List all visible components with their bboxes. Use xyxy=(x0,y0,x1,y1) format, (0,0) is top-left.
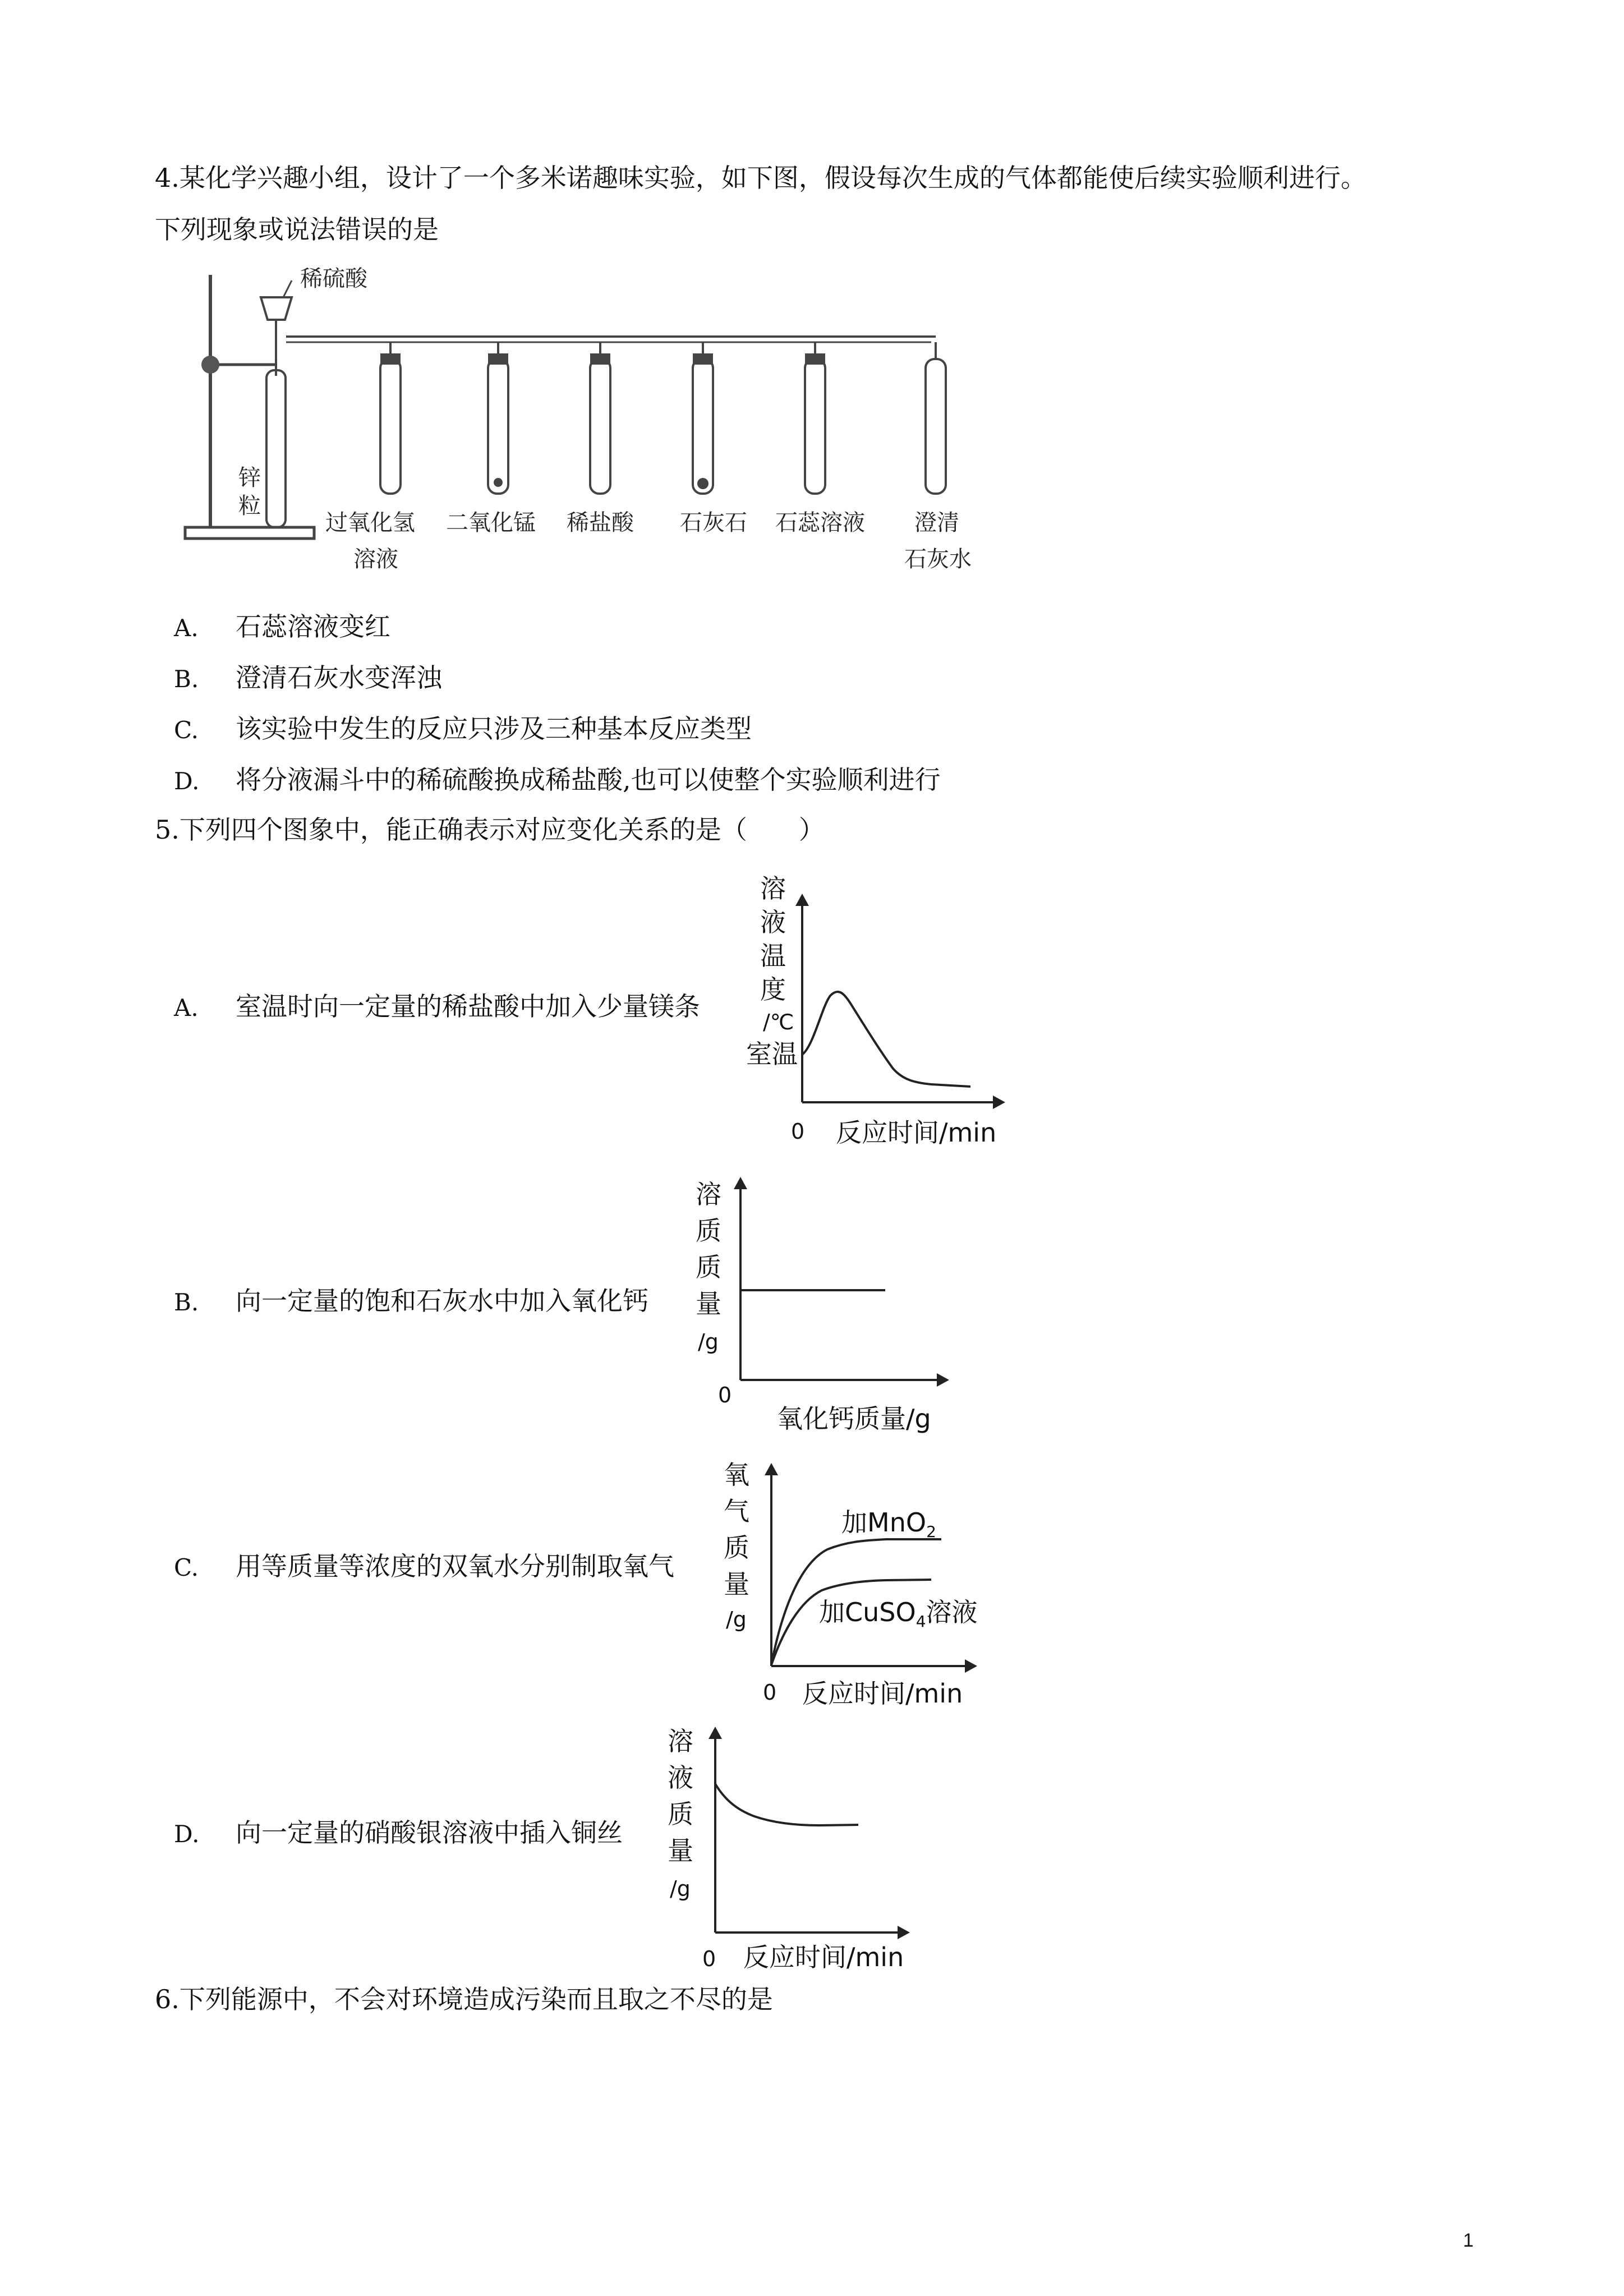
q4-option-d-letter: D. xyxy=(174,767,200,795)
q4-option-b-letter: B. xyxy=(174,665,199,693)
q4-stem-line2: 下列现象或说法错误的是 xyxy=(155,214,439,245)
graph-d-curve xyxy=(715,1784,858,1825)
tube-label-5: 石蕊溶液 xyxy=(775,510,865,536)
graph-a-yunit: /℃ xyxy=(763,1010,794,1034)
q5-option-d-text: 向一定量的硝酸银溶液中插入铜丝 xyxy=(236,1818,623,1848)
q5-option-c-letter: C. xyxy=(174,1554,199,1581)
q5-graph-b xyxy=(690,1172,959,1442)
q6-stem: 6.下列能源中，不会对环境造成污染而且取之不尽的是 xyxy=(155,1984,773,2014)
tube-label-6b: 石灰水 xyxy=(904,546,972,572)
graph-d-ylabel-3: 质 xyxy=(668,1799,693,1829)
graph-c-label-mno2: 加MnO$_2$ xyxy=(841,1507,936,1541)
q5-option-b-letter: B. xyxy=(174,1289,199,1316)
q5-stem: 5.下列四个图象中，能正确表示对应变化关系的是（ ） xyxy=(155,815,825,845)
funnel-label: 稀硫酸 xyxy=(300,266,367,292)
graph-a-origin: 0 xyxy=(791,1119,805,1144)
graph-b-xlabel: 氧化钙质量/g xyxy=(777,1404,931,1434)
graph-c-ylabel-1: 氧 xyxy=(724,1460,749,1490)
graph-a-baseline-label: 室温 xyxy=(746,1039,798,1069)
graph-c-ylabel-3: 质 xyxy=(724,1533,749,1563)
graph-d-origin: 0 xyxy=(702,1947,716,1971)
zinc-label-1: 锌 xyxy=(238,465,261,491)
graph-c-origin: 0 xyxy=(763,1680,777,1705)
tube-label-3: 稀盐酸 xyxy=(567,510,634,536)
graph-c-yunit: /g xyxy=(726,1607,747,1632)
tube-label-1: 过氧化氢 xyxy=(325,510,415,536)
q4-option-d-text: 将分液漏斗中的稀硫酸换成稀盐酸,也可以使整个实验顺利进行 xyxy=(236,765,941,795)
q4-apparatus-figure xyxy=(185,264,1004,578)
graph-d-ylabel-4: 量 xyxy=(668,1835,693,1866)
graph-a-curve xyxy=(802,992,970,1087)
q5-graph-c xyxy=(718,1453,1021,1711)
graph-a-ylabel-2: 液 xyxy=(760,907,786,937)
tube-label-2: 二氧化锰 xyxy=(446,510,536,536)
graph-a-ylabel-3: 温 xyxy=(760,941,786,971)
graph-b-ylabel-2: 质 xyxy=(696,1216,721,1246)
q5-option-a-letter: A. xyxy=(174,994,199,1022)
graph-d-xlabel: 反应时间/min xyxy=(743,1942,904,1972)
graph-b-ylabel-3: 质 xyxy=(696,1252,721,1282)
zinc-label-2: 粒 xyxy=(238,493,261,519)
q5-graph-d xyxy=(662,1717,931,1975)
graph-c-ylabel-4: 量 xyxy=(724,1569,749,1599)
tube-label-1b: 溶液 xyxy=(353,546,398,572)
graph-a-xlabel: 反应时间/min xyxy=(836,1117,997,1148)
graph-b-ylabel-1: 溶 xyxy=(696,1179,721,1209)
q4-option-a-text: 石蕊溶液变红 xyxy=(236,611,390,642)
q5-option-b-text: 向一定量的饱和石灰水中加入氧化钙 xyxy=(236,1286,648,1316)
q4-option-c-letter: C. xyxy=(174,716,199,744)
graph-b-origin: 0 xyxy=(718,1383,732,1407)
tube-label-6: 澄清 xyxy=(914,510,959,536)
q5-option-c-text: 用等质量等浓度的双氧水分别制取氧气 xyxy=(236,1551,674,1581)
graph-b-ylabel-4: 量 xyxy=(696,1289,721,1319)
graph-a-ylabel-1: 溶 xyxy=(760,873,786,904)
q5-option-a-text: 室温时向一定量的稀盐酸中加入少量镁条 xyxy=(236,991,700,1022)
q5-graph-a xyxy=(746,867,1004,1147)
graph-d-yunit: /g xyxy=(670,1876,691,1901)
graph-c-label-cuso4: 加CuSO$_4$溶液 xyxy=(819,1597,978,1631)
q5-option-d-letter: D. xyxy=(174,1820,200,1848)
page-number: 1 xyxy=(1463,2230,1474,2251)
tube-label-4: 石灰石 xyxy=(680,510,747,536)
graph-b-yunit: /g xyxy=(698,1329,719,1354)
graph-a-ylabel-4: 度 xyxy=(760,974,786,1005)
graph-c-xlabel: 反应时间/min xyxy=(802,1678,963,1709)
q4-option-c-text: 该实验中发生的反应只涉及三种基本反应类型 xyxy=(236,714,752,744)
graph-d-ylabel-1: 溶 xyxy=(668,1726,693,1756)
graph-c-ylabel-2: 气 xyxy=(724,1496,749,1526)
q4-option-b-text: 澄清石灰水变浑浊 xyxy=(236,662,442,693)
q4-stem-line1: 4.某化学兴趣小组，设计了一个多米诺趣味实验，如下图，假设每次生成的气体都能使后续实验顺利进行。 xyxy=(155,163,1367,193)
graph-d-ylabel-2: 液 xyxy=(668,1763,693,1793)
q4-option-a-letter: A. xyxy=(174,614,199,642)
